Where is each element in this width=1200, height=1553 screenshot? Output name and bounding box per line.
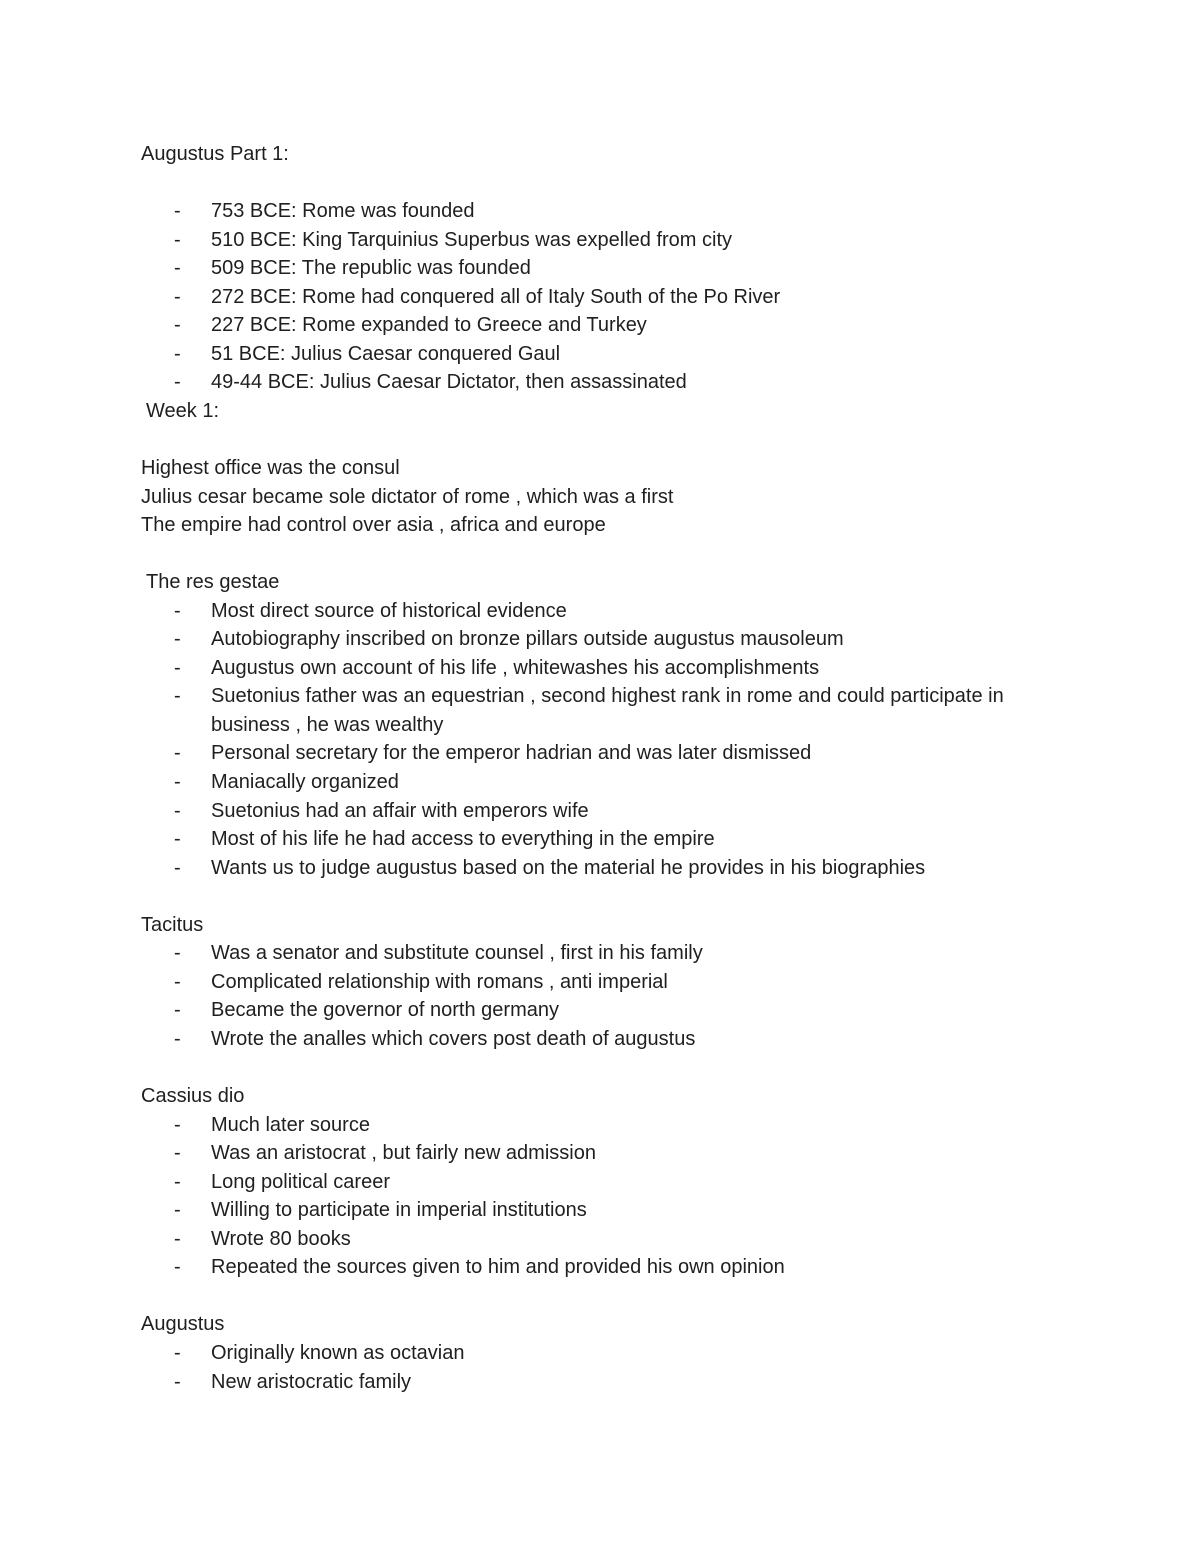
bullet-dash: -	[174, 200, 181, 223]
bullet-dash: -	[174, 656, 181, 679]
bullet-dash: -	[174, 1199, 181, 1222]
bullet-dash: -	[174, 799, 181, 822]
list-item: - Was an aristocrat , but fairly new admission	[141, 1139, 1081, 1168]
bullet-dash: -	[174, 371, 181, 394]
list-item: - 49-44 BCE: Julius Caesar Dictator, then assassinated	[141, 368, 1081, 397]
section-heading: Week 1:	[146, 399, 219, 422]
bullet-dash: -	[174, 1027, 181, 1050]
list-item: - 272 BCE: Rome had conquered all of Italy South of the Po River	[141, 283, 1081, 312]
section-heading: Tacitus	[141, 913, 204, 936]
list-item: - Most direct source of historical evidence	[141, 597, 1081, 626]
paragraph-line: Julius cesar became sole dictator of rome , which was a first	[141, 485, 674, 508]
list-item: - Originally known as octavian	[141, 1339, 1081, 1368]
bullet-dash: -	[174, 342, 181, 365]
list-item: - Autobiography inscribed on bronze pillars outside augustus mausoleum	[141, 625, 1081, 654]
list-item: - Complicated relationship with romans , anti imperial	[141, 968, 1081, 997]
bullet-dash: -	[174, 742, 181, 765]
paragraph-line: The empire had control over asia , africa and europe	[141, 514, 606, 537]
spacer	[141, 540, 1081, 569]
section-heading: Augustus	[141, 1313, 225, 1336]
list-item: - Suetonius had an affair with emperors wife	[141, 797, 1081, 826]
bullet-dash: -	[174, 999, 181, 1022]
bullet-list	[141, 1339, 1081, 1396]
bullet-dash: -	[174, 685, 181, 708]
bullet-dash: -	[174, 942, 181, 965]
list-item: - Wrote the analles which covers post death of augustus	[141, 1025, 1081, 1054]
bullet-dash: -	[174, 257, 181, 280]
list-item: - Maniacally organized	[141, 768, 1081, 797]
list-item: - Suetonius father was an equestrian , second highest rank in rome and could participate in business , he was wealthy	[141, 682, 1081, 739]
document-page	[141, 140, 1081, 1396]
list-item: - 51 BCE: Julius Caesar conquered Gaul	[141, 340, 1081, 369]
bullet-dash: -	[174, 285, 181, 308]
bullet-dash: -	[174, 1370, 181, 1393]
list-item: - 509 BCE: The republic was founded	[141, 254, 1081, 283]
bullet-dash: -	[174, 771, 181, 794]
section-heading: Augustus Part 1:	[141, 143, 289, 165]
list-item: - Much later source	[141, 1111, 1081, 1140]
section-heading: The res gestae	[146, 571, 280, 594]
bullet-list	[141, 197, 1081, 397]
bullet-list	[141, 597, 1081, 882]
bullet-dash: -	[174, 599, 181, 622]
bullet-dash: -	[174, 970, 181, 993]
spacer	[141, 425, 1081, 454]
spacer	[141, 1282, 1081, 1311]
bullet-dash: -	[174, 1227, 181, 1250]
list-item: - Became the governor of north germany	[141, 996, 1081, 1025]
list-item: - Willing to participate in imperial institutions	[141, 1196, 1081, 1225]
list-item: - 753 BCE: Rome was founded	[141, 197, 1081, 226]
list-item: - Augustus own account of his life , whitewashes his accomplishments	[141, 654, 1081, 683]
bullet-dash: -	[174, 314, 181, 337]
list-item: - Long political career	[141, 1168, 1081, 1197]
bullet-dash: -	[174, 1113, 181, 1136]
list-item: - Was a senator and substitute counsel , first in his family	[141, 939, 1081, 968]
list-item: - New aristocratic family	[141, 1368, 1081, 1397]
bullet-dash: -	[174, 628, 181, 651]
list-item: - 227 BCE: Rome expanded to Greece and Turkey	[141, 311, 1081, 340]
bullet-list	[141, 939, 1081, 1053]
bullet-dash: -	[174, 1142, 181, 1165]
list-item: - 510 BCE: King Tarquinius Superbus was expelled from city	[141, 226, 1081, 255]
bullet-list	[141, 1111, 1081, 1282]
bullet-dash: -	[174, 1341, 181, 1364]
paragraph-line: Highest office was the consul	[141, 457, 400, 480]
list-item: - Wrote 80 books	[141, 1225, 1081, 1254]
spacer	[141, 882, 1081, 911]
spacer	[141, 1054, 1081, 1083]
bullet-dash: -	[174, 828, 181, 851]
list-item: - Repeated the sources given to him and provided his own opinion	[141, 1253, 1081, 1282]
list-item: - Most of his life he had access to everything in the empire	[141, 825, 1081, 854]
list-item: - Wants us to judge augustus based on the material he provides in his biographies	[141, 854, 1081, 883]
bullet-dash: -	[174, 1256, 181, 1279]
section-heading: Cassius dio	[141, 1085, 245, 1108]
bullet-dash: -	[174, 856, 181, 879]
bullet-dash: -	[174, 1170, 181, 1193]
list-item: - Personal secretary for the emperor hadrian and was later dismissed	[141, 739, 1081, 768]
bullet-dash: -	[174, 228, 181, 251]
spacer	[141, 169, 1081, 198]
